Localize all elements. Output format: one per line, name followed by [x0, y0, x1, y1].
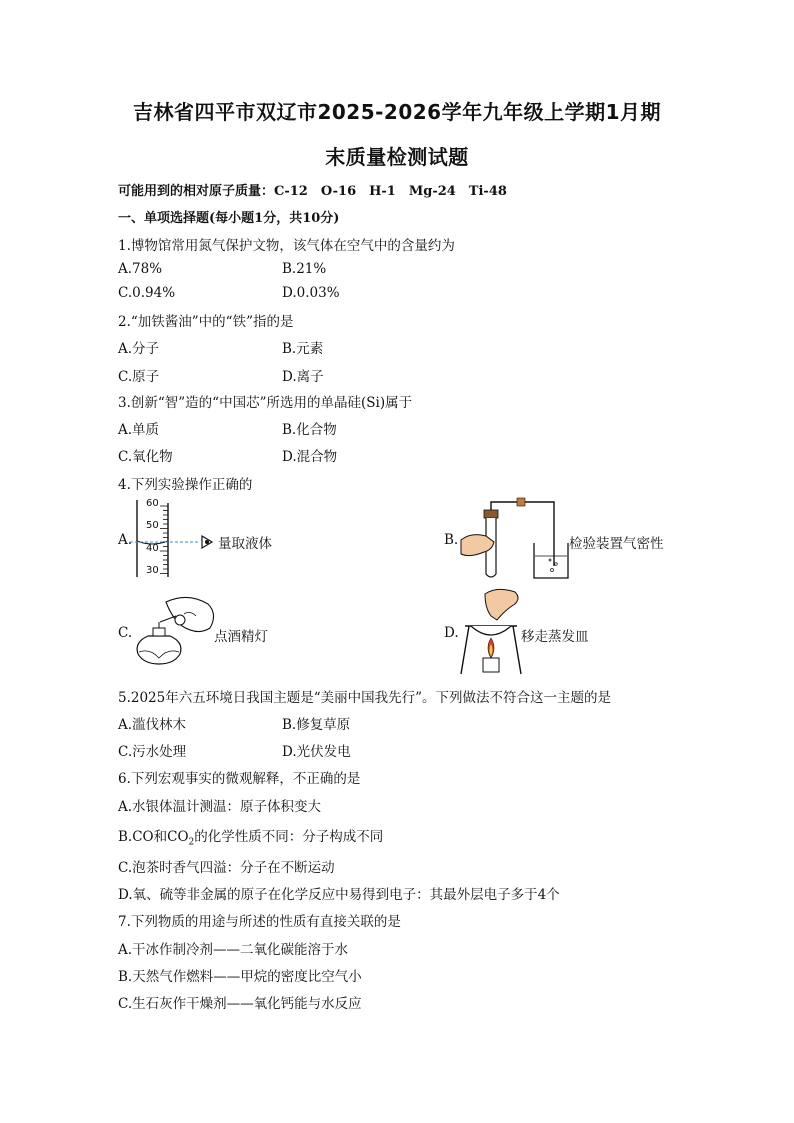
q1-option-c: C.0.94% [118, 285, 176, 301]
co2-subscript: 2 [188, 837, 195, 848]
question-3-stem: 3.创新“智”造的“中国芯”所选用的单晶硅(Si)属于 [118, 395, 413, 411]
atomic-masses-note: 可能用到的相对原子质量：C-12 O-16 H-1 Mg-24 Ti-48 [118, 184, 507, 199]
q5-option-b: B.修复草原 [282, 717, 351, 733]
q3-option-d: D.混合物 [282, 449, 338, 465]
airtightness-check-figure [456, 498, 576, 583]
caption-light-lamp: 点酒精灯 [214, 629, 268, 645]
q1-option-b: B.21% [282, 261, 327, 277]
q4-option-a: A. [118, 532, 133, 548]
page-title-line1: 吉林省四平市双辽市2025-2026学年九年级上学期1月期 [132, 100, 662, 124]
tick-60: 60 [146, 498, 159, 509]
q1-option-d: D.0.03% [282, 285, 340, 301]
q7-option-a: A.干冰作制冷剂——二氧化碳能溶于水 [118, 942, 349, 958]
question-7-stem: 7.下列物质的用途与所述的性质有直接关联的是 [118, 914, 401, 930]
section-heading: 一、单项选择题(每小题1分，共10分) [118, 211, 340, 226]
q4-option-d: D. [444, 625, 459, 641]
q3-option-b: B.化合物 [282, 422, 337, 438]
tick-50: 50 [146, 520, 159, 531]
q5-option-c: C.污水处理 [118, 744, 187, 760]
q6-option-b-rest: 的化学性质不同：分子构成不同 [194, 829, 384, 845]
question-5-stem: 5.2025年六五环境日我国主题是“美丽中国我先行”。下列做法不符合这一主题的是 [118, 690, 612, 706]
caption-measure-liquid: 量取液体 [218, 536, 272, 552]
q5-option-d: D.光伏发电 [282, 744, 351, 760]
question-6-stem: 6.下列宏观事实的微观解释，不正确的是 [118, 771, 361, 787]
q7-option-c: C.生石灰作干燥剂——氧化钙能与水反应 [118, 996, 362, 1012]
co2-formula: CO [167, 829, 189, 845]
q2-option-a: A.分子 [118, 341, 160, 357]
q2-option-b: B.元素 [282, 341, 324, 357]
tick-30: 30 [146, 565, 159, 576]
q4-option-b: B. [444, 532, 459, 548]
q2-option-d: D.离子 [282, 369, 324, 385]
question-1-stem: 1.博物馆常用氮气保护文物，该气体在空气中的含量约为 [118, 238, 455, 254]
question-2-stem: 2.“加铁酱油”中的“铁”指的是 [118, 314, 294, 330]
page-title-line2: 末质量检测试题 [325, 145, 469, 169]
q1-option-a: A.78% [118, 261, 163, 277]
caption-airtightness: 检验装置气密性 [569, 536, 664, 552]
q6-option-c: C.泡茶时香气四溢：分子在不断运动 [118, 860, 335, 876]
evaporating-dish-figure [455, 586, 530, 676]
q2-option-c: C.原子 [118, 369, 160, 385]
q6-option-d: D.氧、硫等非金属的原子在化学反应中易得到电子：其最外层电子多于4个 [118, 887, 560, 903]
tick-40: 40 [146, 543, 159, 554]
question-4-stem: 4.下列实验操作正确的 [118, 477, 253, 493]
q3-option-c: C.氧化物 [118, 449, 173, 465]
caption-remove-dish: 移走蒸发皿 [521, 629, 589, 645]
q6-option-b-prefix: B.CO和 [118, 829, 168, 845]
q6-option-a: A.水银体温计测温：原子体积变大 [118, 799, 322, 815]
q4-option-c: C. [118, 625, 133, 641]
graduated-cylinder-figure [130, 495, 220, 585]
q3-option-a: A.单质 [118, 422, 160, 438]
q6-option-b [118, 825, 383, 848]
alcohol-lamp-figure [130, 592, 225, 672]
q7-option-b: B.天然气作燃料——甲烷的密度比空气小 [118, 969, 362, 985]
q5-option-a: A.滥伐林木 [118, 717, 187, 733]
